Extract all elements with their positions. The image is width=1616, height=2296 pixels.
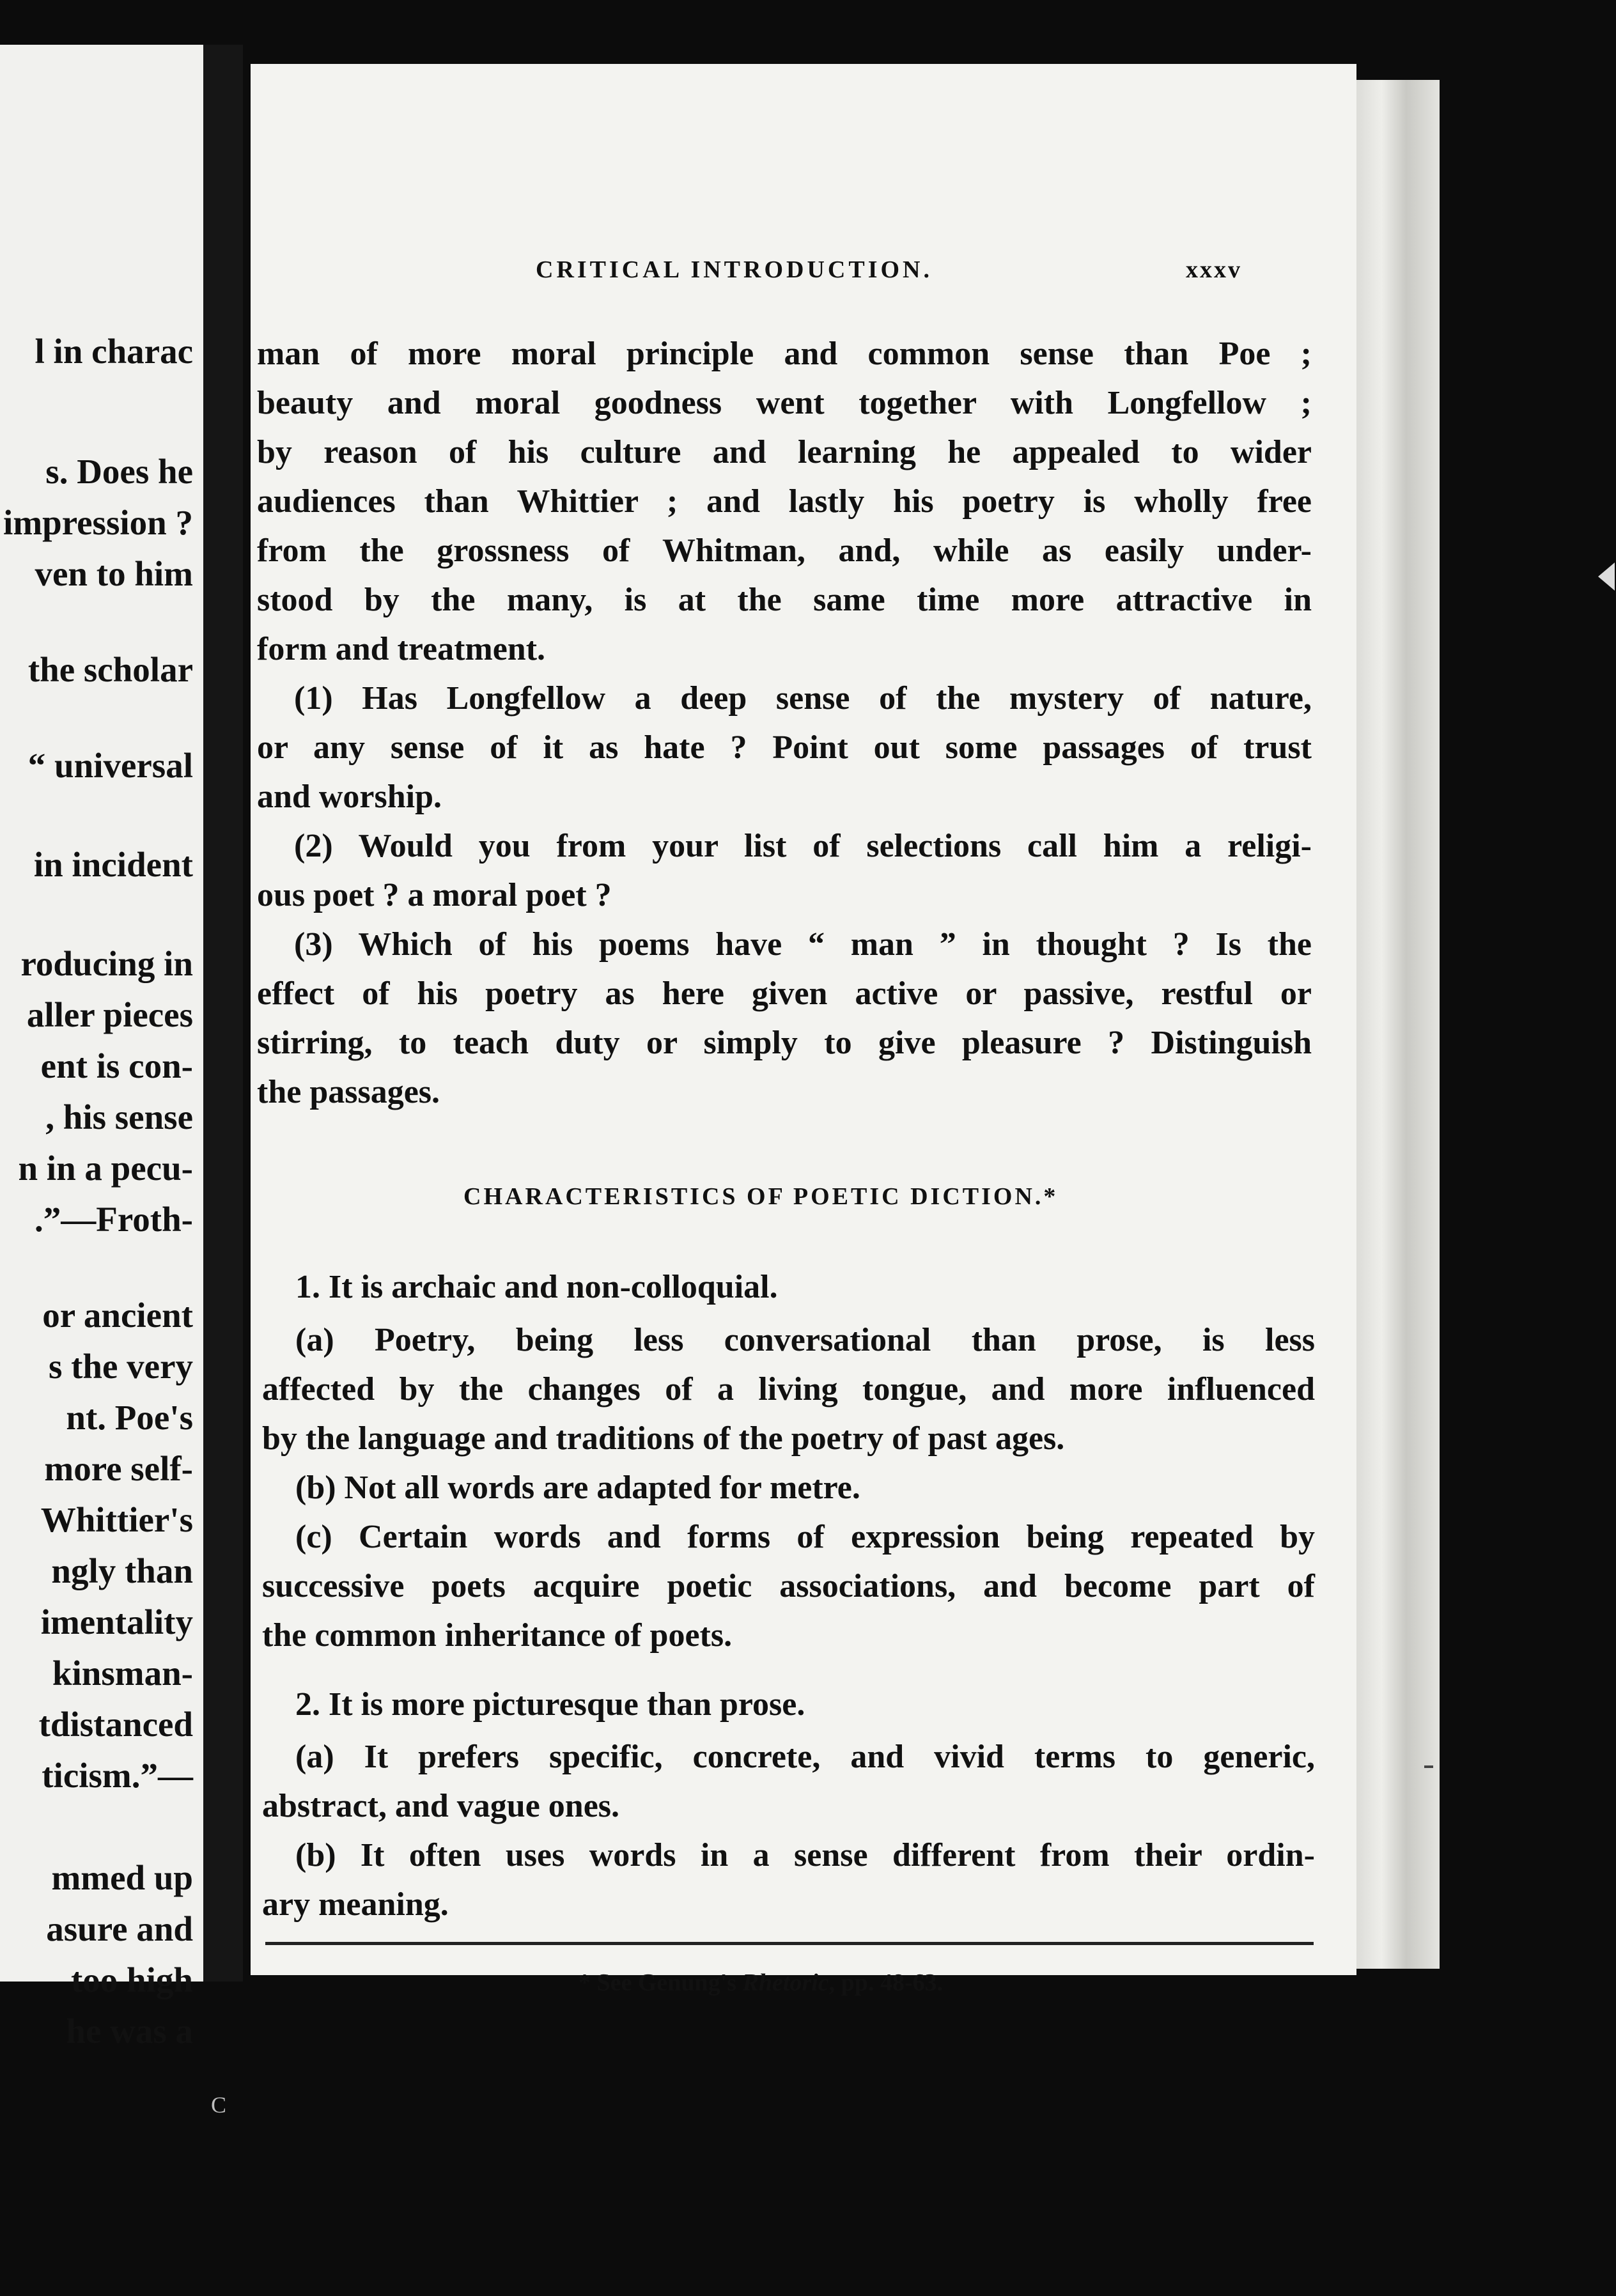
facing-line: more self- xyxy=(44,1449,193,1488)
question-line: (1) Has Longfellow a deep sense of the mystery of nature, xyxy=(294,680,1312,717)
paragraph-line: audiences than Whittier ; and lastly his poetry is wholly free xyxy=(257,483,1312,520)
footnote: * See Genung's Rhetoric, pp. 48-63. xyxy=(579,1969,944,1996)
question-line: and worship. xyxy=(257,779,442,815)
paragraph-line: man of more moral principle and common sense than Poe ; xyxy=(257,336,1312,372)
facing-line: roducing in xyxy=(20,944,193,983)
facing-line: ven to him xyxy=(35,554,193,593)
facing-line: ticism.”— xyxy=(42,1756,193,1795)
facing-line: nt. Poe's xyxy=(66,1398,193,1437)
section-title: CHARACTERISTICS OF POETIC DICTION.* xyxy=(463,1183,1059,1210)
question-line: the passages. xyxy=(257,1074,440,1110)
facing-line: , his sense xyxy=(45,1098,193,1136)
facing-line: l in charac xyxy=(35,332,193,371)
point-line: (b) Not all words are adapted for metre. xyxy=(295,1470,860,1506)
facing-line: Whittier's xyxy=(40,1500,193,1539)
facing-line: mmed up xyxy=(51,1858,193,1897)
facing-line: .”—Froth- xyxy=(35,1200,193,1239)
point-heading: 1. It is archaic and non-colloquial. xyxy=(295,1269,778,1305)
point-line: by the language and traditions of the poetry of past ages. xyxy=(262,1420,1065,1457)
bottom-mark: C xyxy=(211,2092,227,2118)
point-line: ary meaning. xyxy=(262,1886,449,1923)
question-line: ous poet ? a moral poet ? xyxy=(257,877,612,913)
question-line: stirring, to teach duty or simply to give pleasure ? Distinguish xyxy=(257,1025,1312,1061)
question-line: (2) Would you from your list of selections call him a religi- xyxy=(294,828,1312,864)
facing-line: impression ? xyxy=(3,503,193,542)
footnote-rule xyxy=(265,1942,1314,1945)
question-line: (3) Which of his poems have “ man ” in thought ? Is the xyxy=(294,926,1312,963)
point-line: (a) Poetry, being less conversational than prose, is less xyxy=(295,1322,1315,1358)
facing-line: ngly than xyxy=(51,1551,193,1590)
facing-line: imentality xyxy=(40,1602,193,1641)
paragraph-line: beauty and moral goodness went together with Longfellow ; xyxy=(257,385,1312,421)
margin-dash xyxy=(1424,1765,1433,1768)
point-line: (c) Certain words and forms of expression being repeated by xyxy=(295,1519,1315,1555)
point-line: (b) It often uses words in a sense different from their ordin- xyxy=(295,1837,1315,1873)
point-line: (a) It prefers specific, concrete, and vivid terms to generic, xyxy=(295,1739,1315,1775)
facing-line: s the very xyxy=(48,1347,193,1386)
paragraph-line: stood by the many, is at the same time more attractive in xyxy=(257,582,1312,618)
paragraph-line: by reason of his culture and learning he appealed to wider xyxy=(257,434,1312,470)
paragraph-line: form and treatment. xyxy=(257,631,546,667)
point-line: abstract, and vague ones. xyxy=(262,1788,620,1824)
paragraph-line: from the grossness of Whitman, and, while as easily under- xyxy=(257,532,1312,569)
facing-line: “ universal xyxy=(27,746,193,785)
question-line: effect of his poetry as here given active or passive, restful or xyxy=(257,975,1312,1012)
facing-line: kinsman- xyxy=(52,1654,193,1693)
question-line: or any sense of it as hate ? Point out some passages of trust xyxy=(257,729,1312,766)
facing-line: in incident xyxy=(33,845,193,884)
point-line: successive poets acquire poetic associations, and become part of xyxy=(262,1568,1315,1604)
edge-notch xyxy=(1598,562,1615,591)
page-number: xxxv xyxy=(1186,256,1242,283)
book-gutter xyxy=(203,45,243,1982)
facing-line: the scholar xyxy=(27,650,193,689)
facing-line: s. Does he xyxy=(45,452,193,491)
facing-line: tdistanced xyxy=(38,1705,193,1744)
facing-line: n in a pecu- xyxy=(18,1149,193,1188)
point-heading: 2. It is more picturesque than prose. xyxy=(295,1686,805,1723)
facing-line: ent is con- xyxy=(40,1046,193,1085)
facing-line: asure and xyxy=(46,1909,193,1948)
facing-page xyxy=(0,45,203,2051)
facing-line: or ancient xyxy=(42,1296,193,1335)
facing-line: aller pieces xyxy=(26,995,193,1034)
page-edges xyxy=(1356,80,1440,1969)
facing-line: he was a xyxy=(66,2012,193,2051)
point-line: the common inheritance of poets. xyxy=(262,1617,733,1654)
running-header: CRITICAL INTRODUCTION. xyxy=(536,256,933,283)
point-line: affected by the changes of a living tongue, and more influenced xyxy=(262,1371,1315,1408)
facing-line: too high xyxy=(70,1960,193,1999)
